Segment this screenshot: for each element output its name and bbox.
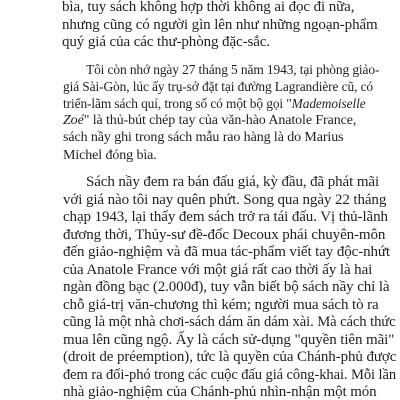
text-line: nhà giảo-nghiệm của Chánh-phủ nhìn-nhận một món [63,384,377,400]
text-line: với giá nào tôi nay quên phứt. Song qua ngày 22 tháng [63,192,387,208]
text-line: của Anatole France với một giá rất cao thời ấy là hai [63,262,373,278]
text-line: đến giảo-nghiệm và đã mua tác-phẩm viết tay độc-nhứt [63,244,390,260]
text-line [63,97,366,110]
text-line [63,114,356,128]
text-line: sách nầy ghi trong sách mẫu rao hàng là do Marius [63,130,344,145]
text-line: ngàn đồng bạc (2.000đ), tuy vẫn biết bộ sách nầy chỉ là [63,279,390,295]
text-line: cũng là một nhà chơi-sách dám ăn dám xài. Mà cách thức [63,314,396,330]
text-line: chỗ giá-trị văn-chương thì kém; người mua sách tò ra [63,297,379,313]
text-line: chạp 1943, lại thấy đem sách trở ra tái đấu. Vị thủ-lãnh [63,209,388,225]
text-line: đem ra đối-phó trong các cuộc đấu giá công-khai. Mỗi lần [63,367,397,383]
text-line: Michel đóng bìa. [63,148,157,163]
book-title-italic: Zoé [63,113,84,128]
text-line: giá Sài-Gòn, lúc ấy trụ-sở đặt tại đường Lagrandière cũ, có [63,79,374,94]
text-run: " là thủ-bút chép tay của văn-hào Anatole France, [83,113,357,128]
book-title-italic: Mademoiselle [291,96,366,111]
text-run: triển-lãm sách quí, trong số có một bộ gọi " [63,96,292,111]
text-line: bìa, tuy sách không hợp thời không ai đọc đi nữa, [62,0,355,15]
text-line: nhưng cũng có người gìn lên như những ngoạn-phẩm [62,17,378,33]
text-line: Sách nầy đem ra bán đấu giá, kỳ đầu, đã phát mãi [86,174,380,190]
text-line: đương thời, Thủy-sư đề-đốc Decoux phái chuyên-môn [63,227,386,243]
text-line: Tôi còn nhớ ngày 27 tháng 5 năm 1943, tại phòng giảo- [86,62,380,77]
text-line: mua lên cũng ngộ. Ấy là cách sử-dụng "quyền tiên mãi" [63,332,395,348]
text-line: quý giá của các thư-phòng đặc-sắc. [62,34,270,50]
text-line: (droit de préemption), tức là quyền của Chánh-phủ được [63,349,397,365]
